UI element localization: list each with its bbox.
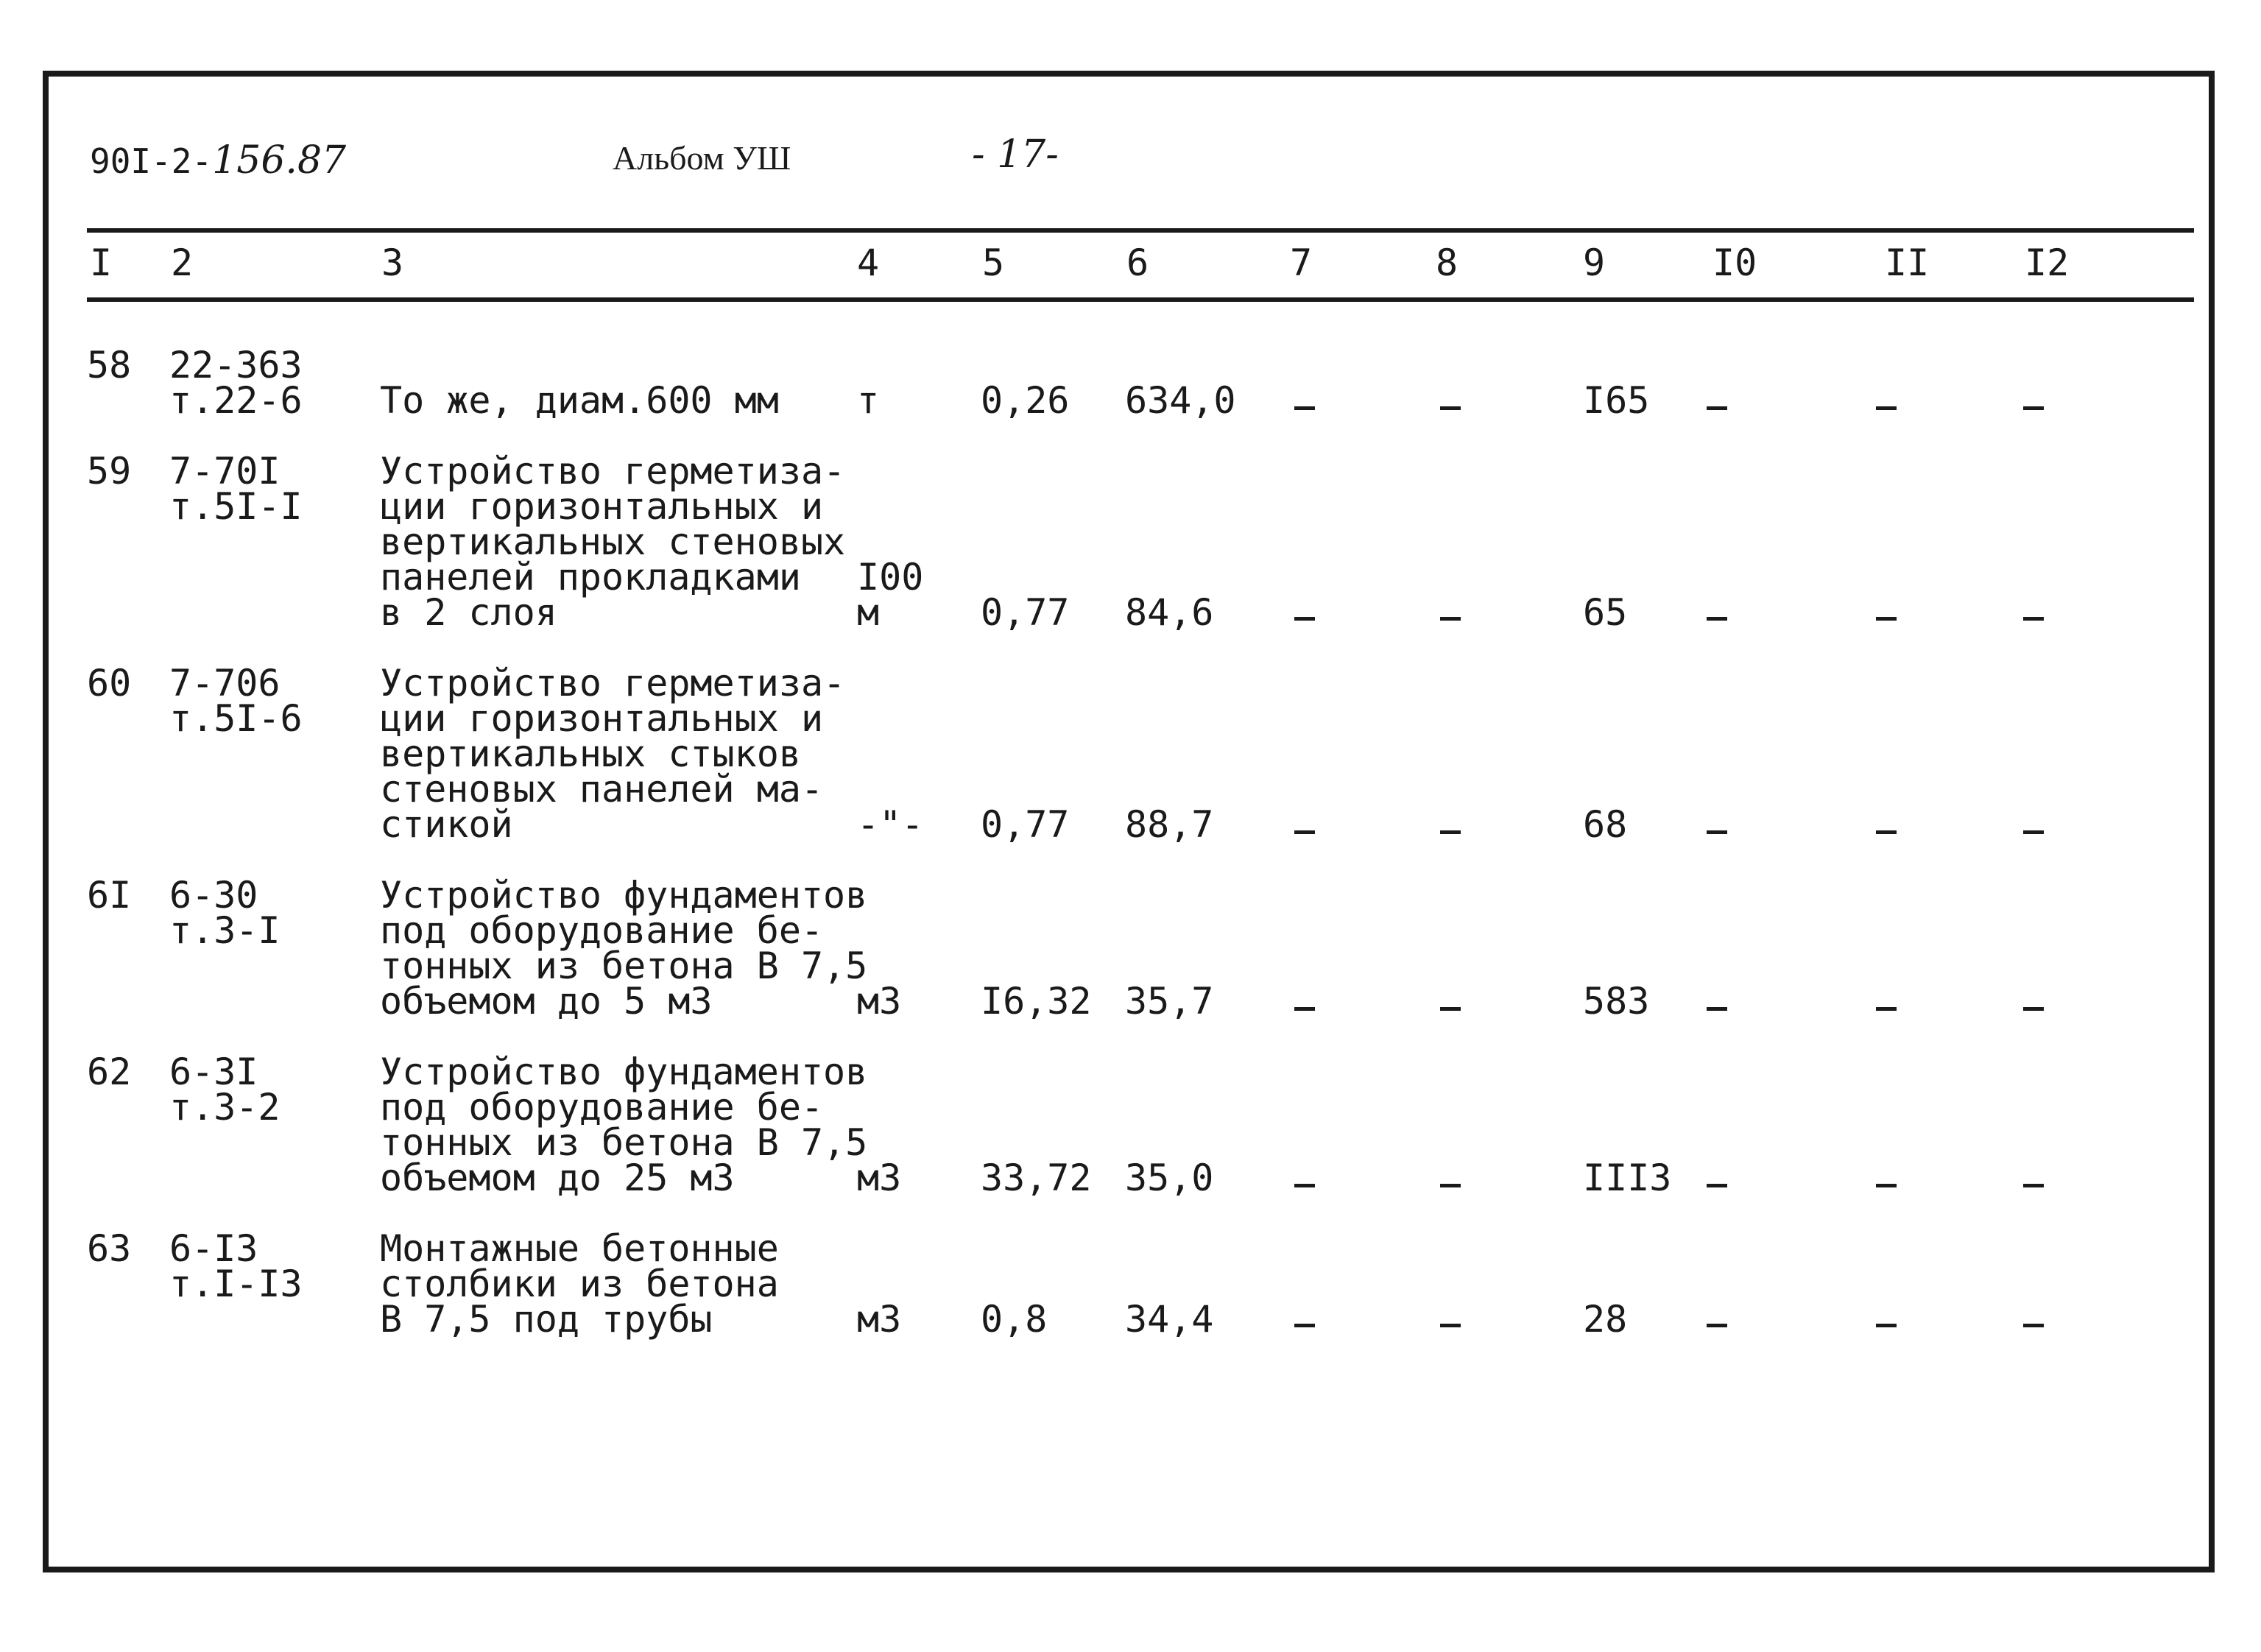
rate-code: 6-I3 т.I-I3 xyxy=(169,1227,303,1305)
empty-cell-dash xyxy=(2023,1184,2044,1187)
empty-cell-dash xyxy=(1294,1007,1315,1011)
empty-cell-dash xyxy=(1707,1184,1727,1187)
row-number: 58 xyxy=(87,344,132,386)
empty-cell-dash xyxy=(1440,1184,1461,1187)
empty-cell-dash xyxy=(1440,406,1461,410)
unit: м3 xyxy=(857,1298,902,1341)
column-number: I2 xyxy=(2025,241,2070,284)
work-description: Устройство герметиза- ции горизонтальных и вертикальных стыков стеновых панелей ма- стикой xyxy=(380,662,846,846)
column-number: 4 xyxy=(857,241,880,284)
row-number: 6I xyxy=(87,874,132,917)
empty-cell-dash xyxy=(1294,1184,1315,1187)
column-number: 6 xyxy=(1126,241,1149,284)
total-cost: 28 xyxy=(1583,1298,1628,1341)
empty-cell-dash xyxy=(1876,1007,1897,1011)
empty-cell-dash xyxy=(1707,830,1727,834)
unit: т xyxy=(857,379,880,422)
row-number: 63 xyxy=(87,1227,132,1270)
empty-cell-dash xyxy=(1876,617,1897,621)
empty-cell-dash xyxy=(1440,1324,1461,1327)
empty-cell-dash xyxy=(1707,1324,1727,1327)
rate-code: 6-30 т.3-I xyxy=(169,874,281,952)
empty-cell-dash xyxy=(2023,1324,2044,1327)
column-number: II xyxy=(1885,241,1930,284)
unit: м3 xyxy=(857,980,902,1023)
column-number: 8 xyxy=(1436,241,1458,284)
album-title: Альбом УШ xyxy=(613,139,791,177)
column-number: 3 xyxy=(381,241,404,284)
total-cost: I65 xyxy=(1583,379,1650,422)
empty-cell-dash xyxy=(1294,1324,1315,1327)
column-number: 2 xyxy=(171,241,194,284)
work-description: То же, диам.600 мм xyxy=(380,379,779,422)
empty-cell-dash xyxy=(2023,830,2044,834)
empty-cell-dash xyxy=(1440,1007,1461,1011)
unit-price: 34,4 xyxy=(1125,1298,1214,1341)
unit-price: 634,0 xyxy=(1125,379,1236,422)
quantity: 33,72 xyxy=(981,1157,1092,1199)
row-number: 60 xyxy=(87,662,132,705)
column-number: 7 xyxy=(1290,241,1313,284)
empty-cell-dash xyxy=(1876,406,1897,410)
quantity: 0,26 xyxy=(981,379,1070,422)
header-top-rule xyxy=(87,228,2194,233)
rate-code: 22-363 т.22-6 xyxy=(169,344,303,422)
empty-cell-dash xyxy=(2023,1007,2044,1011)
quantity: 0,77 xyxy=(981,591,1070,634)
work-description: Монтажные бетонные столбики из бетона В 7,5 под трубы xyxy=(380,1227,779,1341)
column-number: I0 xyxy=(1712,241,1757,284)
column-number: 5 xyxy=(982,241,1005,284)
quantity: 0,77 xyxy=(981,803,1070,846)
total-cost: III3 xyxy=(1583,1157,1672,1199)
empty-cell-dash xyxy=(1707,617,1727,621)
unit: I00 м xyxy=(857,556,924,634)
doc-code-handwritten: 156.87 xyxy=(212,138,347,183)
doc-code xyxy=(90,138,347,183)
quantity: 0,8 xyxy=(981,1298,1048,1341)
unit-price: 84,6 xyxy=(1125,591,1214,634)
total-cost: 583 xyxy=(1583,980,1650,1023)
empty-cell-dash xyxy=(2023,406,2044,410)
work-description: Устройство фундаментов под оборудование бе- тонных из бетона В 7,5 объемом до 5 м3 xyxy=(380,874,868,1023)
row-number: 62 xyxy=(87,1051,132,1093)
empty-cell-dash xyxy=(1707,406,1727,410)
rate-code: 7-70I т.5I-I xyxy=(169,450,303,528)
column-number: I xyxy=(90,241,113,284)
empty-cell-dash xyxy=(1876,1324,1897,1327)
rate-code: 6-3I т.3-2 xyxy=(169,1051,281,1129)
page-number: - 17- xyxy=(972,133,1059,177)
doc-code-typed: 90I-2- xyxy=(90,141,213,181)
work-description: Устройство герметиза- ции горизонтальных и вертикальных стеновых панелей прокладками в 2 слоя xyxy=(380,450,846,634)
unit-price: 35,0 xyxy=(1125,1157,1214,1199)
empty-cell-dash xyxy=(2023,617,2044,621)
empty-cell-dash xyxy=(1440,830,1461,834)
total-cost: 65 xyxy=(1583,591,1628,634)
column-number: 9 xyxy=(1583,241,1606,284)
empty-cell-dash xyxy=(1876,1184,1897,1187)
work-description: Устройство фундаментов под оборудование бе- тонных из бетона В 7,5 объемом до 25 м3 xyxy=(380,1051,868,1199)
unit: -"- xyxy=(857,803,924,846)
unit-price: 35,7 xyxy=(1125,980,1214,1023)
empty-cell-dash xyxy=(1294,830,1315,834)
empty-cell-dash xyxy=(1876,830,1897,834)
unit-price: 88,7 xyxy=(1125,803,1214,846)
total-cost: 68 xyxy=(1583,803,1628,846)
rate-code: 7-706 т.5I-6 xyxy=(169,662,303,740)
empty-cell-dash xyxy=(1294,617,1315,621)
empty-cell-dash xyxy=(1294,406,1315,410)
row-number: 59 xyxy=(87,450,132,493)
quantity: I6,32 xyxy=(981,980,1092,1023)
empty-cell-dash xyxy=(1707,1007,1727,1011)
unit: м3 xyxy=(857,1157,902,1199)
header-bottom-rule xyxy=(87,297,2194,302)
empty-cell-dash xyxy=(1440,617,1461,621)
